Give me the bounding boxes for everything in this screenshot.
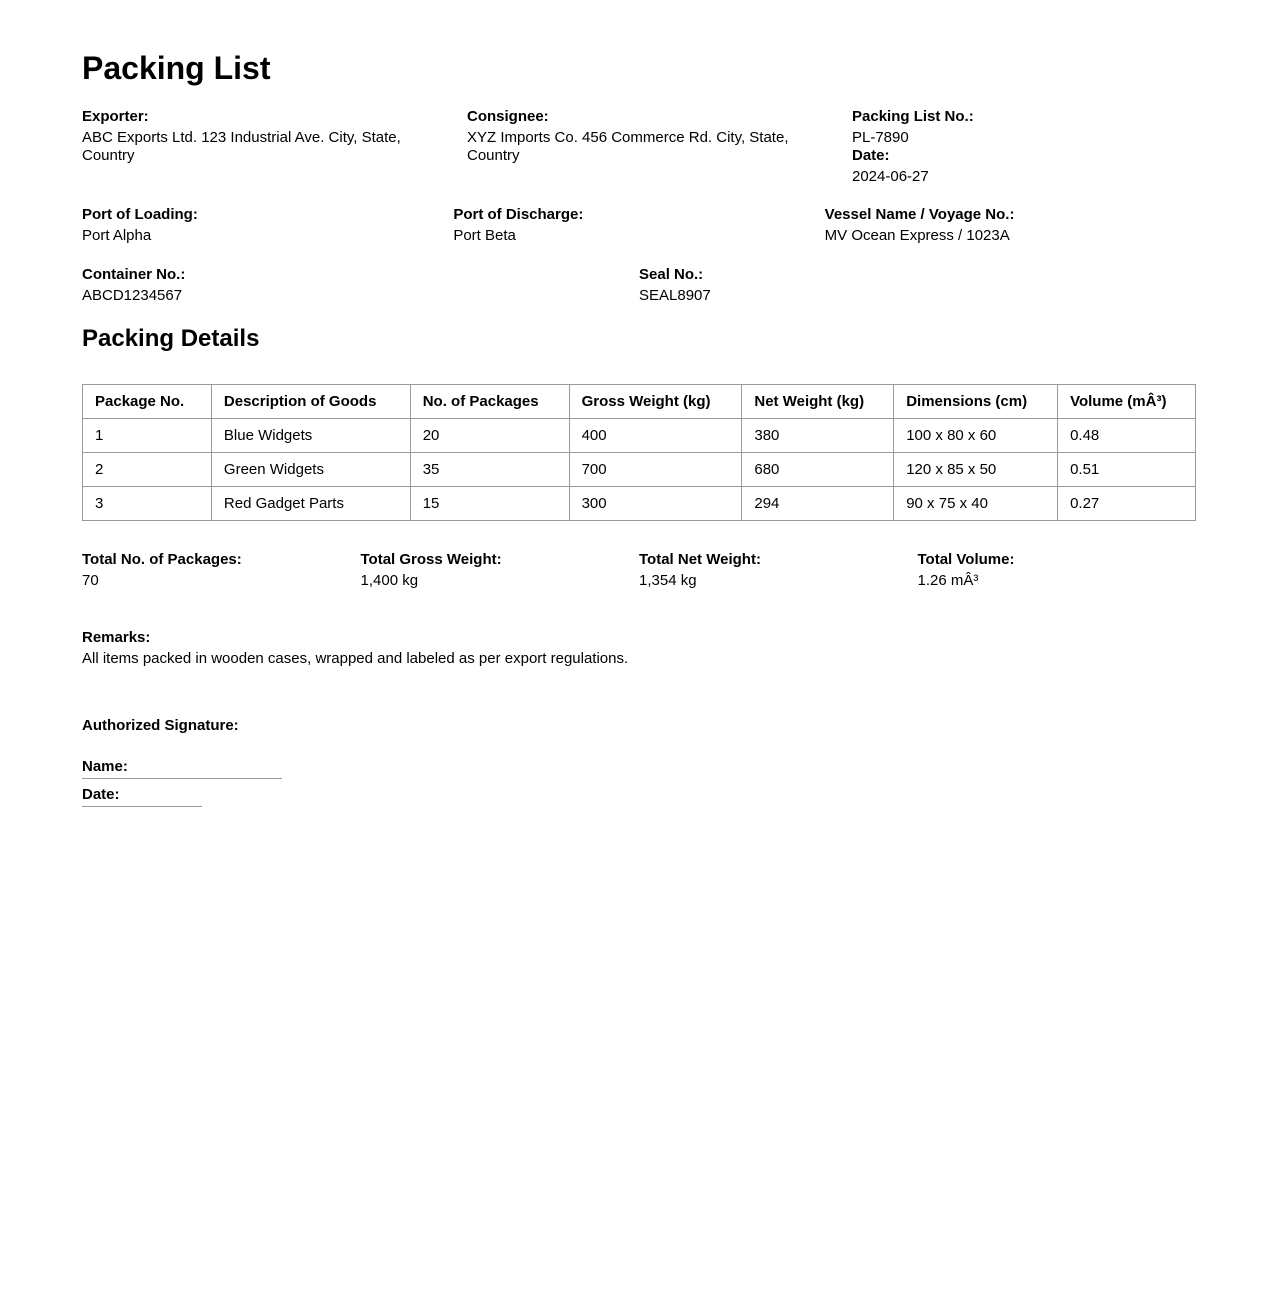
total-net-field [639,551,918,590]
signature-title: Authorized Signature: [82,717,239,734]
table-cell: 400 [569,419,742,453]
table-cell: 0.48 [1058,419,1196,453]
table-cell: 20 [410,419,569,453]
date-value: 2024-06-27 [852,168,929,185]
table-cell: Green Widgets [211,453,410,487]
packing-list-no-label: Packing List No.: [852,108,974,125]
table-cell: 100 x 80 x 60 [894,419,1058,453]
signature-name-line [82,758,282,779]
column-header: Package No. [83,385,212,419]
total-net-value: 1,354 kg [639,572,697,589]
total-packages-value: 70 [82,572,99,589]
table-cell: 35 [410,453,569,487]
port-loading-label: Port of Loading: [82,206,198,223]
table-cell: 0.27 [1058,487,1196,521]
total-packages-label: Total No. of Packages: [82,551,242,568]
column-header: Dimensions (cm) [894,385,1058,419]
table-cell: 2 [83,453,212,487]
table-row [83,453,1196,487]
total-packages-field [82,551,361,590]
port-row [82,206,1196,245]
table-header-row [83,385,1196,419]
table-cell: 300 [569,487,742,521]
total-gross-label: Total Gross Weight: [360,551,502,568]
table-cell: Blue Widgets [211,419,410,453]
port-discharge-field [453,206,824,245]
total-volume-label: Total Volume: [917,551,1015,568]
packing-list-no-value: PL-7890 [852,129,909,146]
container-label: Container No.: [82,266,186,283]
column-header: Volume (mÂ³) [1058,385,1196,419]
table-cell: 294 [742,487,894,521]
container-row [82,266,1196,305]
table-cell: 3 [83,487,212,521]
seal-value: SEAL8907 [639,287,711,304]
header-row [82,108,1196,186]
column-header: Net Weight (kg) [742,385,894,419]
totals-row [82,551,1196,590]
signature-date-line [82,786,202,807]
section-title: Packing Details [82,325,260,352]
remarks-field [82,629,628,668]
remarks-text: All items packed in wooden cases, wrapped and labeled as per export regulations. [82,650,629,667]
column-header: No. of Packages [410,385,569,419]
port-loading-field [82,206,453,245]
signature-date-label: Date: [82,786,120,803]
exporter-label: Exporter: [82,108,149,125]
vessel-value: MV Ocean Express / 1023A [824,227,1010,244]
table-cell: Red Gadget Parts [211,487,410,521]
container-value: ABCD1234567 [82,287,183,304]
total-volume-field [918,551,1197,590]
table-cell: 680 [742,453,894,487]
port-discharge-value: Port Beta [453,227,516,244]
container-field [82,266,639,305]
total-volume-value: 1.26 mÂ³ [917,572,979,589]
table-cell: 700 [569,453,742,487]
port-loading-value: Port Alpha [82,227,152,244]
seal-label: Seal No.: [639,266,704,283]
signature-name-label: Name: [82,758,128,775]
table-cell: 120 x 85 x 50 [894,453,1058,487]
exporter-value: ABC Exports Ltd. 123 Industrial Ave. City, State, Country [82,129,401,164]
vessel-field [825,206,1196,245]
page-title: Packing List [82,50,271,86]
exporter-field [82,108,467,186]
column-header: Description of Goods [211,385,410,419]
date-label: Date: [852,147,890,164]
consignee-field [467,108,852,186]
table-cell: 380 [742,419,894,453]
total-net-label: Total Net Weight: [639,551,761,568]
total-gross-value: 1,400 kg [360,572,419,589]
vessel-label: Vessel Name / Voyage No.: [824,206,1015,223]
column-header: Gross Weight (kg) [569,385,742,419]
table-cell: 0.51 [1058,453,1196,487]
seal-field [639,266,1196,305]
consignee-value: XYZ Imports Co. 456 Commerce Rd. City, State, Country [467,129,789,164]
table-row [83,419,1196,453]
packing-table [82,384,1196,521]
total-gross-field [361,551,640,590]
consignee-label: Consignee: [467,108,549,125]
packing-list-no-field [852,108,1196,186]
table-cell: 1 [83,419,212,453]
table-row [83,487,1196,521]
table-cell: 90 x 75 x 40 [894,487,1058,521]
remarks-label: Remarks: [82,629,151,646]
table-cell: 15 [410,487,569,521]
port-discharge-label: Port of Discharge: [453,206,584,223]
